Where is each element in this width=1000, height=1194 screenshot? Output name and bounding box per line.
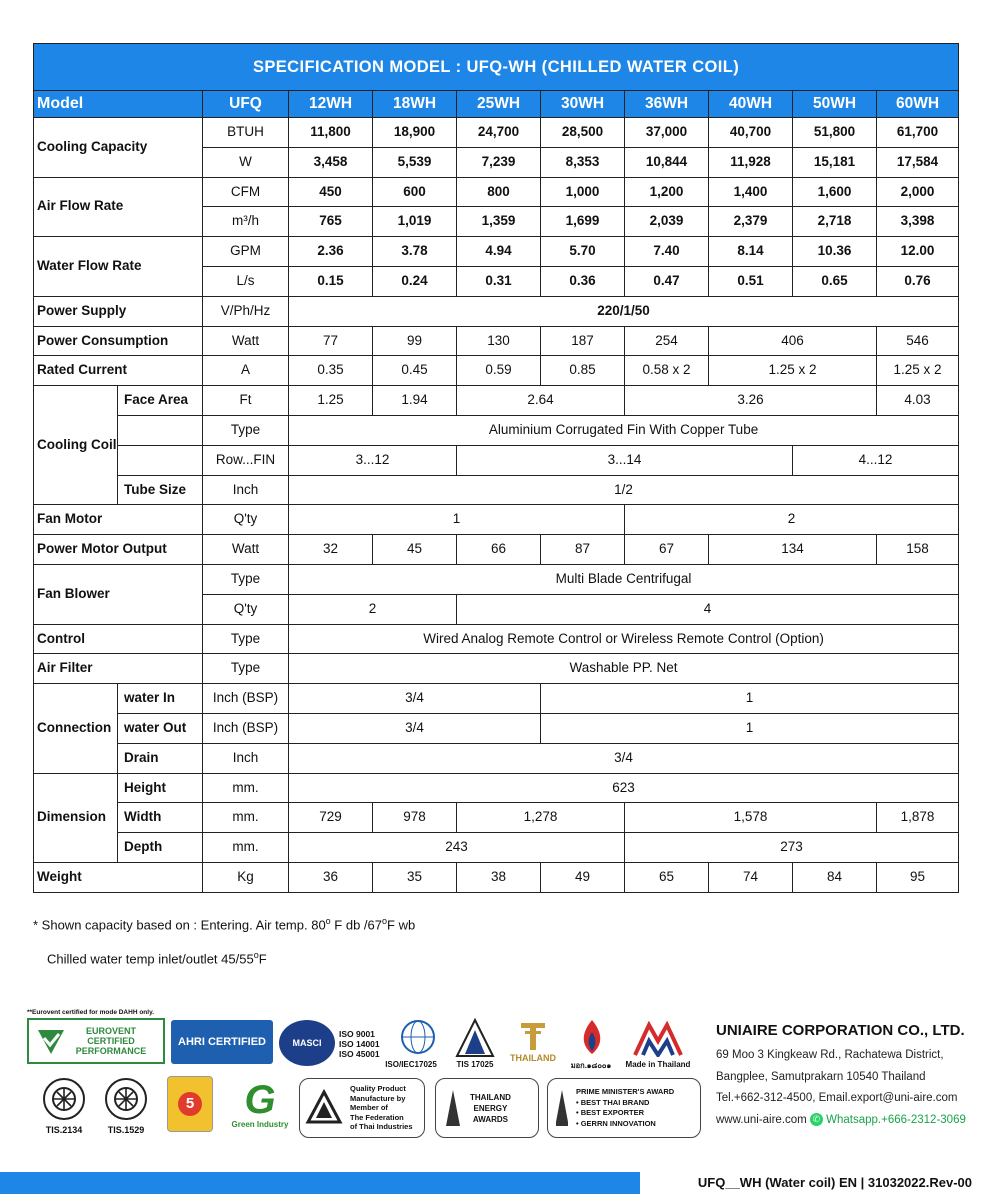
table-title: SPECIFICATION MODEL : UFQ-WH (CHILLED WATER COIL) <box>34 44 959 91</box>
value-cell: 3/4 <box>289 713 541 743</box>
value-cell: 1,000 <box>541 177 625 207</box>
value-cell: 4.03 <box>877 386 959 416</box>
row-label-fan-blower: Fan Blower <box>34 564 203 624</box>
value-cell: 2 <box>625 505 959 535</box>
value-cell: 187 <box>541 326 625 356</box>
tis-emblem-icon <box>453 1018 497 1058</box>
value-cell: 0.24 <box>373 266 457 296</box>
table-row <box>34 713 959 743</box>
value-cell: Washable PP. Net <box>289 654 959 684</box>
value-cell: 2,718 <box>793 207 877 237</box>
value-cell: 11,928 <box>709 147 793 177</box>
eurovent-note: **Eurovent certified for mode DAHH only. <box>27 1009 155 1016</box>
unit-cell: m³/h <box>203 207 289 237</box>
unit-cell: Type <box>203 654 289 684</box>
row-label-cooling-capacity: Cooling Capacity <box>34 118 203 178</box>
value-cell: 17,584 <box>877 147 959 177</box>
table-row <box>34 773 959 803</box>
prime-minister-award-logo: PRIME MINISTER'S AWARD • BEST THAI BRAND • BEST EXPORTER • GERRN INNOVATION <box>547 1078 701 1138</box>
value-cell: 77 <box>289 326 373 356</box>
footer-accent-bar <box>0 1172 640 1194</box>
table-row <box>34 624 959 654</box>
value-cell: 0.36 <box>541 266 625 296</box>
value-cell: 0.51 <box>709 266 793 296</box>
green-industry-logo: G Green Industry <box>231 1077 289 1129</box>
value-cell: 1,878 <box>877 803 959 833</box>
value-cell: 1,200 <box>625 177 709 207</box>
value-cell: 40,700 <box>709 118 793 148</box>
eurovent-logo: EUROVENT CERTIFIED PERFORMANCE <box>27 1018 165 1064</box>
value-cell: 61,700 <box>877 118 959 148</box>
value-cell: 8.14 <box>709 237 793 267</box>
sub-label-tube-size: Tube Size <box>118 475 203 505</box>
energy-label-5-logo: 5 <box>167 1076 213 1132</box>
value-cell: 11,800 <box>289 118 373 148</box>
unit-cell: Watt <box>203 535 289 565</box>
value-cell: 84 <box>793 862 877 892</box>
value-cell: 0.45 <box>373 356 457 386</box>
value-cell: 3/4 <box>289 684 541 714</box>
unit-cell: mm. <box>203 773 289 803</box>
row-label-power-supply: Power Supply <box>34 296 203 326</box>
header-model-col: 18WH <box>373 91 457 118</box>
header-model-col: 50WH <box>793 91 877 118</box>
unit-cell: Inch <box>203 743 289 773</box>
sub-label-depth: Depth <box>118 833 203 863</box>
iso-list: ISO 9001 ISO 14001 ISO 45001 <box>339 1029 380 1059</box>
table-row <box>34 296 959 326</box>
value-cell: 35 <box>373 862 457 892</box>
sub-label-drain: Drain <box>118 743 203 773</box>
value-cell: 1,278 <box>457 803 625 833</box>
table-row <box>34 743 959 773</box>
thailand-energy-awards-logo: THAILAND ENERGY AWARDS <box>435 1078 539 1138</box>
value-cell: 2,379 <box>709 207 793 237</box>
value-cell: 243 <box>289 833 625 863</box>
value-cell: 3/4 <box>289 743 959 773</box>
value-cell: 130 <box>457 326 541 356</box>
value-cell: 28,500 <box>541 118 625 148</box>
unit-cell: Inch (BSP) <box>203 713 289 743</box>
value-cell: Multi Blade Centrifugal <box>289 564 959 594</box>
whatsapp-link[interactable]: Whatsapp.+666-2312-3069 <box>826 1113 966 1126</box>
mok-caption: มอก.๑๘๐๐๑ <box>570 1061 612 1070</box>
value-cell: 2 <box>289 594 457 624</box>
value-cell: 32 <box>289 535 373 565</box>
fti-emblem-icon <box>304 1088 344 1128</box>
value-cell: 800 <box>457 177 541 207</box>
table-row <box>34 803 959 833</box>
value-cell: 0.85 <box>541 356 625 386</box>
value-cell: 2.36 <box>289 237 373 267</box>
company-website-link[interactable]: www.uni-aire.com <box>716 1113 807 1126</box>
value-cell: 67 <box>625 535 709 565</box>
unit-cell: Row...FIN <box>203 445 289 475</box>
tis2134-caption: TIS.2134 <box>45 1125 83 1135</box>
value-cell: 220/1/50 <box>289 296 959 326</box>
value-cell: 3,398 <box>877 207 959 237</box>
value-cell: 65 <box>625 862 709 892</box>
value-cell: 1.25 x 2 <box>877 356 959 386</box>
sub-label-water-out: water Out <box>118 713 203 743</box>
unit-cell: mm. <box>203 803 289 833</box>
value-cell: 4.94 <box>457 237 541 267</box>
specification-table <box>33 43 959 893</box>
value-cell: 546 <box>877 326 959 356</box>
tis17025-caption: TIS 17025 <box>456 1060 494 1069</box>
value-cell: 66 <box>457 535 541 565</box>
table-row <box>34 475 959 505</box>
unit-cell: Type <box>203 415 289 445</box>
value-cell: 37,000 <box>625 118 709 148</box>
value-cell: 765 <box>289 207 373 237</box>
table-row <box>34 564 959 594</box>
value-cell: 10,844 <box>625 147 709 177</box>
mok-logo <box>571 1018 613 1058</box>
tis-mark-icon <box>112 1085 140 1113</box>
header-model: Model <box>34 91 203 118</box>
company-address-line1: 69 Moo 3 Kingkeaw Rd., Rachatewa District, <box>716 1049 944 1061</box>
value-cell: 10.36 <box>793 237 877 267</box>
company-info <box>716 1022 986 1131</box>
tis-mark-icon <box>50 1085 78 1113</box>
tis1529-logo <box>105 1078 147 1120</box>
value-cell: 0.58 x 2 <box>625 356 709 386</box>
unit-cell: Type <box>203 564 289 594</box>
trophy-icon <box>444 1088 462 1128</box>
value-cell: 600 <box>373 177 457 207</box>
made-in-thailand-logo <box>625 1018 691 1058</box>
unit-cell: Watt <box>203 326 289 356</box>
unit-cell: Q'ty <box>203 505 289 535</box>
value-cell: 36 <box>289 862 373 892</box>
value-cell: 74 <box>709 862 793 892</box>
table-row <box>34 415 959 445</box>
value-cell: 3.26 <box>625 386 877 416</box>
company-contact: Tel.+662-312-4500, Email.export@uni-aire.com <box>716 1092 958 1104</box>
row-label-fan-motor: Fan Motor <box>34 505 203 535</box>
company-address-line2: Bangplee, Samutprakarn 10540 Thailand <box>716 1070 926 1083</box>
unit-cell: GPM <box>203 237 289 267</box>
table-row <box>34 237 959 267</box>
ilac-globe-icon <box>398 1018 438 1056</box>
fti-logo: Quality Product Manufacture by Member of The Federation of Thai Industries <box>299 1078 425 1138</box>
footnotes <box>33 906 415 975</box>
footnote-water-temp: Chilled water temp inlet/outlet 45/55$^o$F <box>47 950 267 967</box>
table-row <box>34 505 959 535</box>
value-cell: 12.00 <box>877 237 959 267</box>
table-row <box>34 326 959 356</box>
value-cell: 4...12 <box>793 445 959 475</box>
value-cell: 3...12 <box>289 445 457 475</box>
value-cell: 95 <box>877 862 959 892</box>
header-model-col: 25WH <box>457 91 541 118</box>
table-row <box>34 386 959 416</box>
value-cell: 273 <box>625 833 959 863</box>
value-cell: 1,359 <box>457 207 541 237</box>
header-unit: UFQ <box>203 91 289 118</box>
value-cell: 406 <box>709 326 877 356</box>
row-label-rated-current: Rated Current <box>34 356 203 386</box>
header-model-col: 36WH <box>625 91 709 118</box>
value-cell: 1,699 <box>541 207 625 237</box>
value-cell: 1,400 <box>709 177 793 207</box>
row-label-power-consumption: Power Consumption <box>34 326 203 356</box>
value-cell: 1.94 <box>373 386 457 416</box>
value-cell: 978 <box>373 803 457 833</box>
value-cell: 5.70 <box>541 237 625 267</box>
value-cell: 2.64 <box>457 386 625 416</box>
header-model-col: 60WH <box>877 91 959 118</box>
tis2134-logo <box>43 1078 85 1120</box>
ilac-logo <box>395 1018 441 1056</box>
certification-logos <box>27 1018 707 1148</box>
tis1529-caption: TIS.1529 <box>107 1125 145 1135</box>
row-label-dimension: Dimension <box>34 773 118 862</box>
value-cell: 0.65 <box>793 266 877 296</box>
value-cell: 87 <box>541 535 625 565</box>
table-row <box>34 684 959 714</box>
header-model-col: 30WH <box>541 91 625 118</box>
sub-label-water-in: water In <box>118 684 203 714</box>
sub-label-face-area: Face Area <box>118 386 203 416</box>
unit-cell: BTUH <box>203 118 289 148</box>
value-cell: 0.47 <box>625 266 709 296</box>
value-cell: 3...14 <box>457 445 793 475</box>
table-row <box>34 654 959 684</box>
row-label-water-flow: Water Flow Rate <box>34 237 203 297</box>
value-cell: 5,539 <box>373 147 457 177</box>
value-cell: 3,458 <box>289 147 373 177</box>
made-in-caption: Made in Thailand <box>625 1060 691 1069</box>
value-cell: 2,000 <box>877 177 959 207</box>
table-row <box>34 445 959 475</box>
unit-cell: mm. <box>203 833 289 863</box>
value-cell: 8,353 <box>541 147 625 177</box>
sub-label-width: Width <box>118 803 203 833</box>
mok-flame-icon <box>574 1018 610 1058</box>
table-row <box>34 177 959 207</box>
unit-cell: V/Ph/Hz <box>203 296 289 326</box>
unit-cell: W <box>203 147 289 177</box>
ahri-logo: AHRI CERTIFIED <box>171 1020 273 1064</box>
unit-cell: Type <box>203 624 289 654</box>
table-row <box>34 833 959 863</box>
value-cell: 0.31 <box>457 266 541 296</box>
row-label-air-filter: Air Filter <box>34 654 203 684</box>
green-g-icon: G <box>244 1077 276 1122</box>
unit-cell: A <box>203 356 289 386</box>
value-cell: Wired Analog Remote Control or Wireless Remote Control (Option) <box>289 624 959 654</box>
value-cell: 1.25 <box>289 386 373 416</box>
footer-doc-id: UFQ__WH (Water coil) EN | 31032022.Rev-00 <box>697 1175 972 1190</box>
value-cell: Aluminium Corrugated Fin With Copper Tube <box>289 415 959 445</box>
footnote-capacity: * Shown capacity based on : Entering. Air temp. 80$^o$ F db /67$^o$F wb <box>33 916 416 933</box>
value-cell: 1,600 <box>793 177 877 207</box>
row-label-weight: Weight <box>34 862 203 892</box>
unit-cell: Q'ty <box>203 594 289 624</box>
row-label-power-motor-output: Power Motor Output <box>34 535 203 565</box>
value-cell: 450 <box>289 177 373 207</box>
value-cell: 1 <box>541 713 959 743</box>
unit-cell: Inch <box>203 475 289 505</box>
thailand-trust-logo: THAILAND <box>505 1018 561 1066</box>
value-cell: 24,700 <box>457 118 541 148</box>
row-label-control: Control <box>34 624 203 654</box>
unit-cell: CFM <box>203 177 289 207</box>
value-cell: 7.40 <box>625 237 709 267</box>
header-model-col: 12WH <box>289 91 373 118</box>
table-row <box>34 535 959 565</box>
value-cell: 0.35 <box>289 356 373 386</box>
value-cell: 18,900 <box>373 118 457 148</box>
value-cell: 4 <box>457 594 959 624</box>
row-label-air-flow: Air Flow Rate <box>34 177 203 237</box>
tis17025-logo <box>451 1018 499 1058</box>
empty-sub-label <box>118 445 203 475</box>
value-cell: 134 <box>709 535 877 565</box>
table-row <box>34 118 959 148</box>
value-cell: 623 <box>289 773 959 803</box>
value-cell: 2,039 <box>625 207 709 237</box>
row-label-cooling-coil: Cooling Coil <box>34 386 118 505</box>
value-cell: 729 <box>289 803 373 833</box>
value-cell: 1,019 <box>373 207 457 237</box>
value-cell: 0.59 <box>457 356 541 386</box>
value-cell: 0.15 <box>289 266 373 296</box>
value-cell: 1.25 x 2 <box>709 356 877 386</box>
iso-iec-caption: ISO/IEC17025 <box>385 1060 437 1069</box>
made-in-thailand-icon <box>631 1019 685 1057</box>
whatsapp-icon: ✆ <box>810 1113 823 1126</box>
value-cell: 1 <box>541 684 959 714</box>
award-trophy-icon <box>554 1088 570 1128</box>
value-cell: 3.78 <box>373 237 457 267</box>
value-cell: 1,578 <box>625 803 877 833</box>
unit-cell: Inch (BSP) <box>203 684 289 714</box>
unit-cell: Kg <box>203 862 289 892</box>
value-cell: 0.76 <box>877 266 959 296</box>
value-cell: 45 <box>373 535 457 565</box>
masci-logo: MASCI <box>279 1020 335 1066</box>
unit-cell: Ft <box>203 386 289 416</box>
value-cell: 99 <box>373 326 457 356</box>
table-row <box>34 356 959 386</box>
value-cell: 38 <box>457 862 541 892</box>
sub-label-height: Height <box>118 773 203 803</box>
value-cell: 49 <box>541 862 625 892</box>
thailand-trust-icon <box>518 1021 548 1053</box>
value-cell: 15,181 <box>793 147 877 177</box>
value-cell: 158 <box>877 535 959 565</box>
value-cell: 51,800 <box>793 118 877 148</box>
company-web-row <box>716 1110 986 1132</box>
unit-cell: L/s <box>203 266 289 296</box>
table-row <box>34 862 959 892</box>
row-label-connection: Connection <box>34 684 118 773</box>
value-cell: 254 <box>625 326 709 356</box>
eurovent-check-icon <box>36 1026 66 1056</box>
value-cell: 7,239 <box>457 147 541 177</box>
company-name: UNIAIRE CORPORATION CO., LTD. <box>716 1022 965 1039</box>
value-cell: 1 <box>289 505 625 535</box>
value-cell: 1/2 <box>289 475 959 505</box>
header-model-col: 40WH <box>709 91 793 118</box>
empty-sub-label <box>118 415 203 445</box>
